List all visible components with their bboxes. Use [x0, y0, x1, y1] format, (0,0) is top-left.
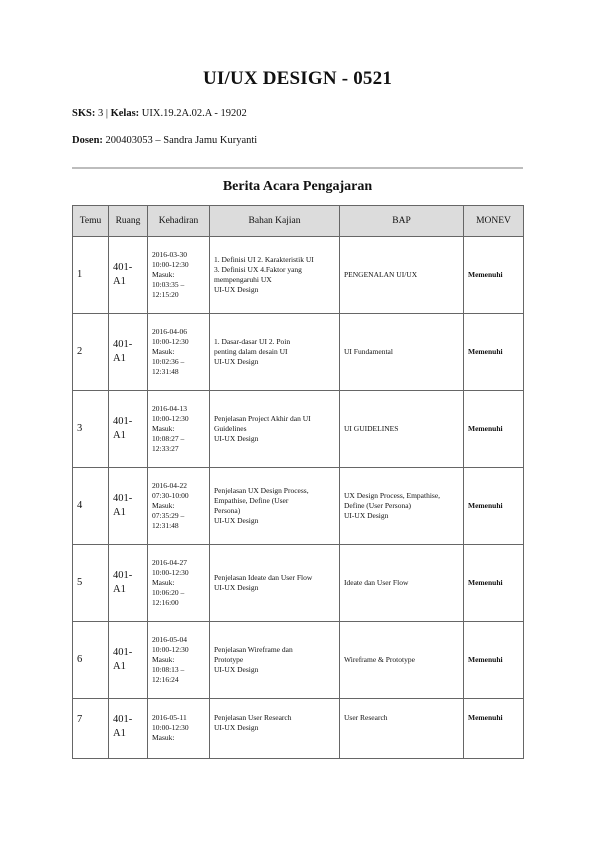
bahan-line: UI-UX Design	[214, 722, 259, 732]
course-meta	[72, 108, 247, 119]
cell-bahan-kajian	[210, 699, 340, 759]
cell-kehadiran	[148, 545, 210, 622]
cell-temu: 7	[73, 699, 109, 759]
kehadiran-line: 12:31:48	[152, 520, 179, 530]
teaching-report-table	[72, 205, 524, 759]
page-title: UI/UX DESIGN - 0521	[202, 68, 393, 89]
sks-value: 3	[97, 108, 104, 119]
cell-bap	[340, 314, 464, 391]
kehadiran-line: Masuk:	[152, 347, 175, 357]
bahan-line: UI-UX Design	[214, 583, 259, 592]
cell-bahan-kajian	[210, 237, 340, 314]
cell-ruang: 401- A1	[109, 391, 148, 468]
cell-kehadiran	[148, 622, 210, 699]
cell-temu: 6	[73, 622, 109, 699]
cell-temu: 4	[73, 468, 109, 545]
cell-ruang: 401- A1	[109, 468, 148, 545]
cell-bap	[340, 391, 464, 468]
bahan-line: Penjelasan Ideate dan User Flow	[214, 573, 313, 583]
header-ruang: Ruang	[109, 206, 148, 237]
bahan-line: UI-UX Design	[214, 664, 259, 674]
cell-kehadiran	[148, 699, 210, 759]
kehadiran-line: 10:00-12:30	[152, 722, 189, 732]
header-kehadiran: Kehadiran	[148, 206, 210, 237]
cell-monev: Memenuhi	[464, 545, 524, 622]
cell-bap	[340, 622, 464, 699]
cell-temu: 2	[73, 314, 109, 391]
kehadiran-line: Masuk:	[152, 655, 175, 665]
table-row	[73, 468, 524, 545]
kehadiran-line: 12:15:20	[152, 289, 179, 299]
kehadiran-line: 10:00-12:30	[152, 568, 189, 578]
kehadiran-line: 07:35:29 –	[152, 510, 185, 520]
dosen-label: Dosen:	[72, 135, 103, 146]
bahan-line: Penjelasan Wireframe dan	[214, 645, 293, 655]
cell-ruang: 401- A1	[109, 545, 148, 622]
bahan-line: Guidelines	[214, 424, 247, 434]
bahan-line: penting dalam desain UI	[214, 347, 288, 357]
kehadiran-line: 12:16:00	[152, 597, 179, 607]
kehadiran-line: 2016-05-11	[152, 713, 187, 722]
bahan-line: Penjelasan UX Design Process,	[214, 486, 309, 496]
kehadiran-line: Masuk:	[152, 578, 175, 588]
cell-ruang: 401- A1	[109, 314, 148, 391]
sks-label: SKS:	[72, 108, 96, 119]
kehadiran-line: Masuk:	[152, 270, 175, 280]
kelas-label: Kelas:	[110, 108, 140, 119]
cell-monev: Memenuhi	[464, 237, 524, 314]
kehadiran-line: 07:30-10:00	[152, 491, 189, 501]
bap-line: Ideate dan User Flow	[344, 578, 409, 588]
cell-kehadiran	[148, 314, 210, 391]
kehadiran-line: 10:06:20 –	[152, 587, 185, 597]
kehadiran-line: Masuk:	[152, 732, 175, 742]
divider	[72, 167, 523, 169]
cell-monev: Memenuhi	[464, 699, 524, 759]
cell-monev: Memenuhi	[464, 468, 524, 545]
header-temu: Temu	[73, 206, 109, 237]
cell-monev: Memenuhi	[464, 622, 524, 699]
table-row	[73, 237, 524, 314]
bahan-line: Penjelasan Project Akhir dan UI	[214, 414, 311, 424]
bahan-line: Empathise, Define (User	[214, 496, 289, 506]
cell-temu: 3	[73, 391, 109, 468]
cell-bahan-kajian	[210, 468, 340, 545]
kehadiran-line: 2016-04-06	[152, 327, 187, 337]
kehadiran-line: 10:00-12:30	[152, 260, 189, 270]
cell-ruang: 401- A1	[109, 699, 148, 759]
bahan-line: Prototype	[214, 655, 244, 665]
bahan-line: Penjelasan User Research	[214, 713, 292, 722]
kehadiran-line: Masuk:	[152, 424, 175, 434]
cell-bap	[340, 545, 464, 622]
bap-line: UI GUIDELINES	[344, 424, 399, 434]
header-bap: BAP	[340, 206, 464, 237]
cell-ruang: 401- A1	[109, 622, 148, 699]
kehadiran-line: 2016-04-13	[152, 404, 187, 414]
table-row	[73, 314, 524, 391]
header-monev: MONEV	[464, 206, 524, 237]
cell-kehadiran	[148, 468, 210, 545]
cell-bahan-kajian	[210, 314, 340, 391]
kehadiran-line: 12:33:27	[152, 443, 179, 453]
kehadiran-line: 2016-04-22	[152, 481, 187, 491]
kehadiran-line: 12:16:24	[152, 674, 179, 684]
bahan-line: Persona)	[214, 506, 241, 515]
cell-ruang: 401- A1	[109, 237, 148, 314]
bap-line: PENGENALAN UI/UX	[344, 270, 418, 280]
bap-line: Define (User Persona)	[344, 501, 412, 511]
table-row	[73, 622, 524, 699]
bahan-line: 1. Dasar-dasar UI 2. Poin	[214, 337, 291, 347]
cell-kehadiran	[148, 237, 210, 314]
cell-bap	[340, 699, 464, 759]
table-row	[73, 699, 524, 759]
cell-temu: 1	[73, 237, 109, 314]
cell-bahan-kajian	[210, 622, 340, 699]
bap-line: User Research	[344, 713, 388, 722]
kehadiran-line: 10:08:13 –	[152, 664, 185, 674]
kehadiran-line: 2016-03-30	[152, 250, 187, 260]
cell-monev: Memenuhi	[464, 314, 524, 391]
bap-line: Wireframe & Prototype	[344, 655, 415, 665]
bahan-line: UI-UX Design	[214, 356, 259, 366]
cell-temu: 5	[73, 545, 109, 622]
bahan-line: UI-UX Design	[214, 433, 259, 443]
bahan-line: 1. Definisi UI 2. Karakteristik UI	[214, 255, 314, 265]
bahan-line: UI-UX Design	[214, 515, 259, 525]
bahan-line: mempengaruhi UX	[214, 275, 272, 284]
table-header-row	[73, 206, 524, 237]
lecturer-meta	[72, 135, 257, 146]
cell-bap	[340, 237, 464, 314]
table-row	[73, 391, 524, 468]
table-row	[73, 545, 524, 622]
kehadiran-line: 10:08:27 –	[152, 433, 185, 443]
cell-kehadiran	[148, 391, 210, 468]
kehadiran-line: 2016-05-04	[152, 635, 187, 645]
bap-line: UX Design Process, Empathise,	[344, 491, 441, 501]
kehadiran-line: 10:00-12:30	[152, 414, 189, 424]
kehadiran-line: 10:00-12:30	[152, 645, 189, 655]
bap-line: UI-UX Design	[344, 510, 389, 520]
kehadiran-line: 10:02:36 –	[152, 356, 185, 366]
bahan-line: 3. Definisi UX 4.Faktor yang	[214, 265, 302, 275]
cell-bahan-kajian	[210, 391, 340, 468]
kehadiran-line: 10:03:35 –	[152, 279, 185, 289]
bap-line: UI Fundamental	[344, 347, 393, 357]
kehadiran-line: 2016-04-27	[152, 558, 187, 568]
meta-separator: |	[105, 108, 108, 119]
section-title: Berita Acara Pengajaran	[222, 179, 373, 194]
kehadiran-line: 10:00-12:30	[152, 337, 189, 347]
cell-bahan-kajian	[210, 545, 340, 622]
kehadiran-line: 12:31:48	[152, 366, 179, 376]
bahan-line: UI-UX Design	[214, 284, 259, 294]
header-bahan-kajian: Bahan Kajian	[210, 206, 340, 237]
cell-monev: Memenuhi	[464, 391, 524, 468]
kelas-value: UIX.19.2A.02.A - 19202	[141, 108, 247, 119]
cell-bap	[340, 468, 464, 545]
dosen-value: 200403053 – Sandra Jamu Kuryanti	[105, 135, 258, 146]
kehadiran-line: Masuk:	[152, 501, 175, 511]
